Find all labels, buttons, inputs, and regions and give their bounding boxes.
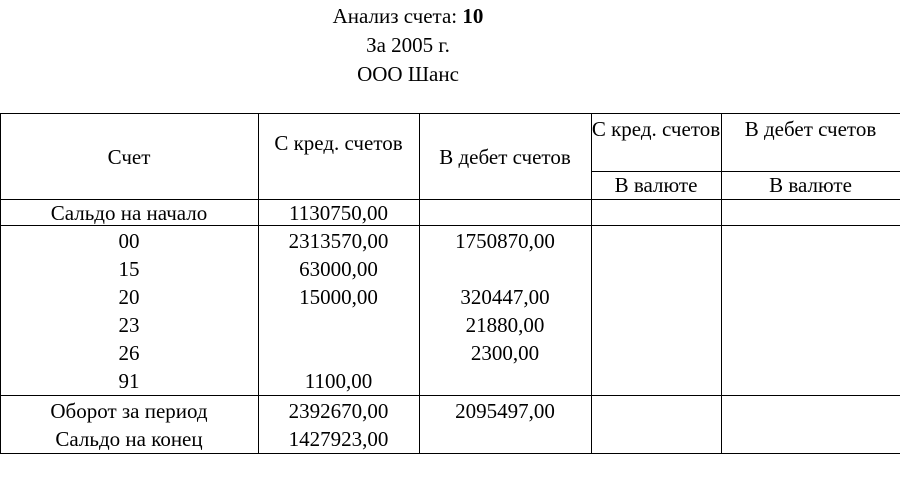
table-row-debit: 2300,00 (470, 341, 540, 365)
column-divider-4 (721, 113, 722, 454)
table-row-account: 00 (118, 229, 140, 253)
table-row-debit: 21880,00 (465, 313, 545, 337)
table-row-debit: 1750870,00 (455, 229, 555, 253)
account-number: 10 (462, 4, 484, 28)
closing-label: Сальдо на конец (55, 427, 203, 451)
table-row-account: 15 (118, 257, 140, 281)
report-header (0, 2, 816, 89)
movement-rows-bottom-border (0, 395, 900, 396)
header-credit-from-currency: С кред. счетов (591, 117, 721, 141)
table-row-credit: 1100,00 (304, 369, 373, 393)
header-debit-to: В дебет счетов (439, 145, 571, 169)
header-credit-from: С кред. счетов (274, 131, 403, 155)
table-border-top (0, 113, 900, 114)
table-row-account: 23 (118, 313, 140, 337)
account-analysis-table (0, 113, 900, 457)
company-name: ООО Шанс (357, 62, 459, 86)
table-row-account: 91 (118, 369, 140, 393)
table-row-credit: 15000,00 (299, 285, 378, 309)
report-period: За 2005 г. (366, 33, 450, 57)
closing-credit: 1427923,00 (288, 427, 389, 451)
table-row-account: 20 (118, 285, 140, 309)
turnover-label: Оборот за период (50, 399, 208, 423)
turnover-credit: 2392670,00 (288, 399, 389, 423)
title-prefix: Анализ счета: (332, 4, 458, 28)
header-in-currency-2: В валюте (769, 173, 852, 197)
table-border-bottom (0, 453, 900, 454)
table-row-credit: 2313570,00 (288, 229, 389, 253)
header-debit-to-currency: В дебет счетов (744, 117, 877, 141)
table-row-credit: 63000,00 (299, 257, 378, 281)
header-in-currency: В валюте (614, 173, 698, 197)
header-account: Счет (107, 145, 151, 169)
table-row-debit: 320447,00 (460, 285, 550, 309)
column-divider-3 (591, 113, 592, 454)
turnover-debit: 2095497,00 (455, 399, 555, 423)
table-row-account: 26 (118, 341, 140, 365)
report-title (0, 2, 816, 31)
opening-credit: 1130750,00 (289, 201, 388, 225)
opening-label: Сальдо на начало (50, 201, 208, 225)
